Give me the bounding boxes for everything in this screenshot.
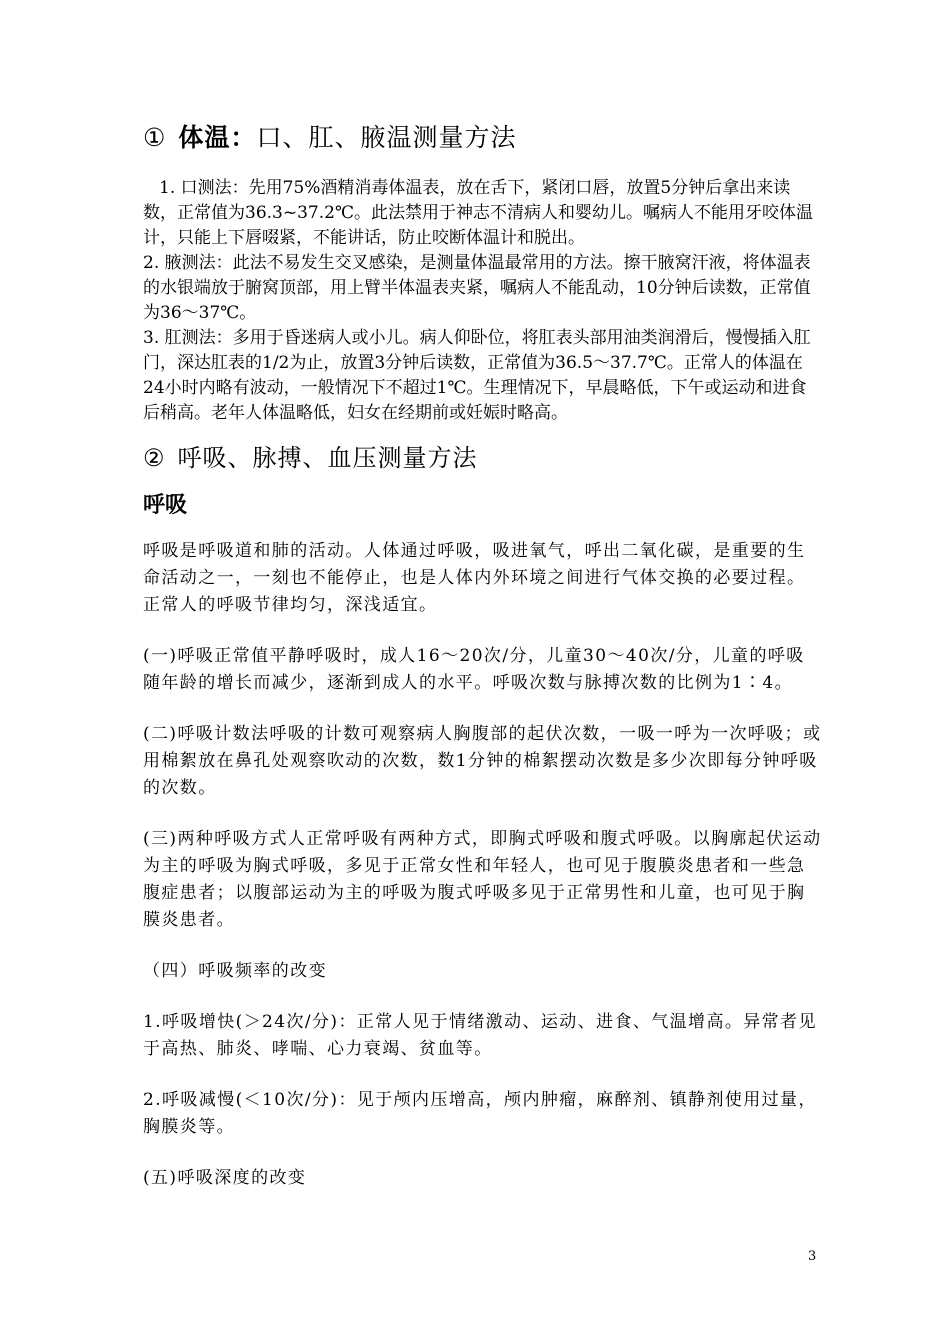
circled-number-one: ①: [143, 123, 167, 152]
respiration-fast-paragraph: 1.呼吸增快(＞24次/分)：正常人见于情绪激动、运动、进食、气温增高。异常者见于高热、肺炎、哮喘、心力衰竭、贫血等。: [143, 1012, 817, 1059]
respiration-modes-paragraph: (三)两种呼吸方式人正常呼吸有两种方式，即胸式呼吸和腹式呼吸。以胸廓起伏运动为主的呼吸为胸式呼吸，多见于正常女性和年轻人，也可见于腹膜炎患者和一些急腹症患者；以腹部运动为主的呼吸为腹式呼吸多见于正常男性和儿童，也可见于胸膜炎患者。: [143, 829, 822, 930]
respiration-normal-values-paragraph: (一)呼吸正常值平静呼吸时，成人16～20次/分，儿童30～40次/分，儿童的呼吸随年龄的增长而减少，逐渐到成人的水平。呼吸次数与脉搏次数的比例为1∶4。: [143, 646, 805, 693]
subheading-respiration: 呼吸: [143, 493, 188, 518]
rectal-method-paragraph: 3. 肛测法：多用于昏迷病人或小儿。病人仰卧位，将肛表头部用油类润滑后，慢慢插入肛门，深达肛表的1/2为止，放置3分钟后读数，正常值为36.5～37.7℃。正常人的体温在24小时内略有波动，一般情况下不超过1℃。生理情况下，早晨略低，下午或运动和进食后稍高。老年人体温略低，妇女在经期前或妊娠时略高。: [143, 328, 811, 423]
respiration-intro-paragraph: 呼吸是呼吸道和肺的活动。人体通过呼吸，吸进氧气，呼出二氧化碳，是重要的生命活动之一，一刻也不能停止，也是人体内外环境之间进行气体交换的必要过程。正常人的呼吸节律均匀，深浅适宜。: [143, 541, 806, 615]
respiration-slow-paragraph: 2.呼吸减慢(＜10次/分)：见于颅内压增高，颅内肿瘤，麻醉剂、镇静剂使用过量，胸膜炎等。: [143, 1090, 817, 1137]
section-heading-vitals: [143, 440, 478, 476]
respiration-counting-paragraph: (二)呼吸计数法呼吸的计数可观察病人胸腹部的起伏次数，一吸一呼为一次呼吸；或用棉絮放在鼻孔处观察吹动的次数，数1分钟的棉絮摆动次数是多少次即每分钟呼吸的次数。: [143, 724, 822, 798]
heading-subtitle: 口、肛、腋温测量方法: [256, 123, 517, 152]
circled-number-two: ②: [143, 444, 166, 472]
section-heading-temperature: [143, 118, 516, 158]
page-number: 3: [808, 1249, 817, 1264]
axillary-method-paragraph: 2. 腋测法：此法不易发生交叉感染，是测量体温最常用的方法。擦干腋窝汗液，将体温表的水银端放于腑窝顶部，用上臂半体温表夹紧，嘱病人不能乱动，10分钟后读数，正常值为36～37℃。: [143, 253, 811, 323]
temperature-methods: [143, 176, 823, 426]
respiration-content: [143, 538, 823, 1216]
heading-keyword: 体温：: [178, 123, 257, 152]
oral-method-paragraph: 1. 口测法：先用75%酒精消毒体温表，放在舌下，紧闭口唇，放置5分钟后拿出来读数，正常值为36.3~37.2℃。此法禁用于神志不清病人和婴幼儿。嘱病人不能用牙咬体温计，只能上下唇啜紧，不能讲话，防止咬断体温计和脱出。: [143, 178, 813, 248]
respiration-depth-change-heading: (五)呼吸深度的改变: [143, 1168, 307, 1188]
heading-text: 呼吸、脉搏、血压测量方法: [177, 444, 478, 472]
respiration-rate-change-heading: （四）呼吸频率的改变: [143, 961, 327, 981]
